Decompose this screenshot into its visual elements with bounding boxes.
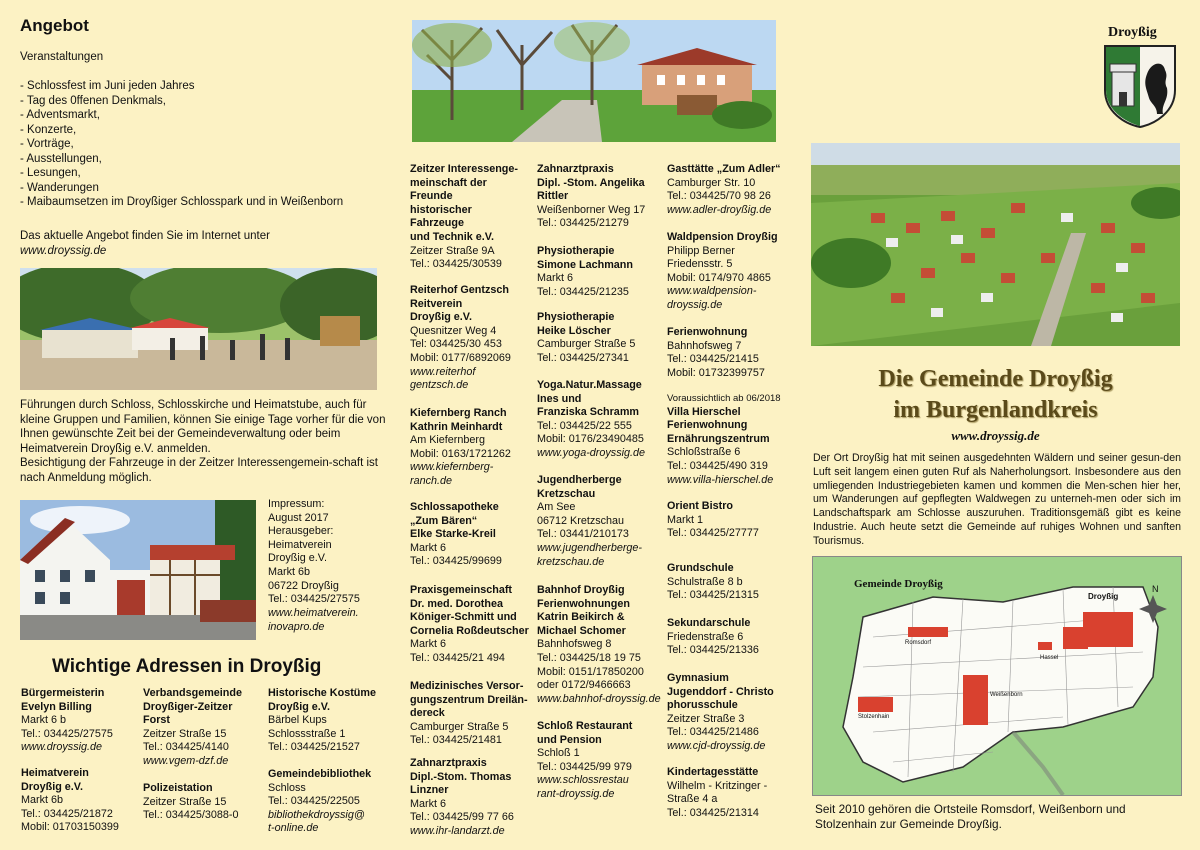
- addresses-heading: Wichtige Adressen in Droyßig: [52, 656, 322, 677]
- address-entry: [143, 687, 271, 769]
- map-label-droyssig: Droyßig: [1088, 592, 1119, 601]
- entry-details: Friedenstraße 6 Tel.: 034425/21336: [667, 630, 759, 657]
- entry-name: Reiterhof Gentzsch Reitverein Droyßig e.V.: [410, 284, 509, 324]
- address-entry: [268, 768, 396, 836]
- entry-name: Physiotherapie Simone Lachmann: [537, 245, 633, 271]
- address-entry: [537, 163, 665, 231]
- entry-details: Camburger Straße 5 Tel.: 034425/27341: [537, 338, 636, 364]
- crest-label: Droyßig: [1108, 25, 1157, 40]
- entry-name: Sekundarschule: [667, 617, 751, 629]
- address-entry: [667, 766, 795, 820]
- address-entry: [667, 500, 795, 541]
- entry-details: Markt 6 Tel.: 034425/21235: [537, 272, 629, 298]
- market-photo: [20, 268, 377, 390]
- map-label-stolzenhain: Stolzenhain: [858, 714, 890, 720]
- entry-details: Schulstraße 8 b Tel.: 034425/21315: [667, 575, 759, 602]
- entry-details: Markt 6 Tel.: 034425/99 77 66: [410, 797, 514, 824]
- entry-name: Schlossapotheke „Zum Bären“ Elke Starke-Kreil: [410, 501, 499, 541]
- address-entry: [537, 379, 665, 461]
- entry-details: Am Kiefernberg Mobil: 0163/1721262: [410, 434, 511, 460]
- address-entry: [537, 474, 665, 569]
- entry-name: Gasttätte „Zum Adler“: [667, 163, 781, 175]
- entry-name: Physiotherapie Heike Löscher: [537, 311, 615, 337]
- title-line-1: Die Gemeinde Droyßig: [878, 366, 1113, 392]
- event-item: - Tag des 0ffenen Denkmals,: [20, 94, 166, 107]
- municipality-map: [812, 556, 1182, 796]
- address-entry: [537, 720, 665, 802]
- entry-link[interactable]: www.droyssig.de: [21, 741, 103, 754]
- address-entry: [537, 311, 665, 365]
- entry-details: Zeitzer Straße 15 Tel.: 034425/3088-0: [143, 795, 239, 822]
- internet-text: Das aktuelle Angebot finden Sie im Internet unter: [20, 230, 270, 242]
- entry-name: Verbandsgemeinde Droyßiger-Zeitzer Forst: [143, 687, 243, 727]
- address-entry: [537, 245, 665, 299]
- address-entry: [143, 782, 271, 823]
- internet-link[interactable]: www.droyssig.de: [20, 245, 107, 257]
- map-north: N: [1152, 584, 1159, 594]
- entry-name: Bürgermeisterin Evelyn Billing: [21, 687, 105, 713]
- map-title: Gemeinde Droyßig: [854, 578, 943, 590]
- address-entry: [21, 767, 149, 835]
- entry-name: Historische Kostüme Droyßig e.V.: [268, 687, 376, 713]
- entry-details: Bahnhofsweg 7 Tel.: 034425/21415 Mobil: 01732399757: [667, 339, 765, 379]
- entry-name: Villa Hierschel Ferienwohnung Ernährungszentrum: [667, 405, 770, 445]
- entry-link[interactable]: www.cjd-droyssig.de: [667, 739, 766, 752]
- address-entry: [537, 584, 665, 706]
- entry-details: Tel.: 034425/22 555 Mobil: 0176/23490485: [537, 419, 644, 446]
- intro-text: Der Ort Droyßig hat mit seinen ausgedehnten Wäldern und seiner gesun-den Luft seit langem einen guten Ruf als Naherholungsort. Insbesondere aus den umliegenden Industriegebieten kamen und kommen die Men-schen hier her, um Wanderungen auf gepflegten Waldwegen zu unterneh-men oder sich im Landschaftspark am Schlosse auszuruhen. Traditionsgemäß gibt es keine Industrie. Auch heute setzt die Gemeinde auf ruhiges Wohnen und sanften Tourismus.: [813, 452, 1181, 547]
- entry-name: Polizeistation: [143, 782, 213, 794]
- entry-link[interactable]: www.jugendherberge- kretzschau.de: [537, 541, 643, 568]
- entry-details: Schloßstraße 6 Tel.: 034425/490 319: [667, 446, 768, 472]
- entry-details: Quesnitzer Weg 4 Tel: 034425/30 453 Mobil: 0177/6892069: [410, 324, 511, 364]
- entry-details: Bahnhofsweg 8 Tel.: 034425/18 19 75 Mobil: 0151/17850200 oder 0172/9466663: [537, 638, 644, 692]
- entry-name: Gymnasium Jugenddorf - Christo phorusschule: [667, 672, 774, 712]
- entry-link[interactable]: www.schlossrestau rant-droyssig.de: [537, 774, 629, 800]
- entry-link[interactable]: www.waldpension- droyssig.de: [667, 285, 757, 311]
- entry-name: Jugendherberge Kretzschau: [537, 474, 622, 500]
- address-entry: [667, 392, 795, 487]
- entry-name: Orient Bistro: [667, 500, 733, 512]
- map-label-weissenborn: Weißenborn: [990, 692, 1023, 698]
- coat-of-arms-icon: [1103, 44, 1177, 128]
- event-item: - Lesungen,: [20, 167, 81, 179]
- heimatverein-house-photo: [20, 500, 256, 640]
- entry-name: Schloß Restaurant und Pension: [537, 720, 633, 746]
- title-line-2: im Burgenlandkreis: [893, 397, 1098, 423]
- entry-name: Waldpension Droyßig: [667, 231, 778, 243]
- address-entry: [410, 680, 538, 748]
- main-title: [811, 364, 1180, 426]
- entry-details: Wilhelm - Kritzinger - Straße 4 a Tel.: 034425/21314: [667, 779, 768, 819]
- event-item: - Schlossfest im Juni jeden Jahres: [20, 80, 195, 92]
- entry-details: Bärbel Kups Schlossstraße 1 Tel.: 034425/21527: [268, 714, 360, 754]
- col3-url[interactable]: www.droyssig.de: [951, 428, 1040, 443]
- entry-name: Ferienwohnung: [667, 326, 748, 338]
- event-item: - Maibaumsetzen im Droyßiger Schlosspark und in Weißenborn: [20, 196, 344, 208]
- entry-details: Zeitzer Straße 9A Tel.: 034425/30539: [410, 244, 502, 271]
- entry-link[interactable]: www.ihr-landarzt.de: [410, 824, 505, 837]
- events-list: [20, 79, 400, 210]
- address-entry: [21, 687, 149, 755]
- address-entry: [667, 326, 795, 380]
- address-entry: [410, 501, 538, 569]
- address-entry: [410, 757, 538, 839]
- event-item: - Adventsmarkt,: [20, 109, 100, 121]
- event-item: - Vorträge,: [20, 138, 74, 150]
- entry-details: Zeitzer Straße 3 Tel.: 034425/21486: [667, 712, 759, 739]
- entry-link[interactable]: www.villa-hierschel.de: [667, 473, 774, 486]
- entry-details: Am See 06712 Kretzschau Tel.: 03441/210173: [537, 501, 629, 541]
- angebot-heading: Angebot: [20, 16, 89, 35]
- aerial-photo: [811, 143, 1180, 346]
- address-entry: [667, 617, 795, 658]
- entry-name: Zahnarztpraxis Dipl. -Stom. Angelika Rittler: [537, 163, 645, 203]
- tours-text: Führungen durch Schloss, Schlosskirche und Heimatstube, auch für kleine Gruppen und Familien, können Sie einige Tage vorher für die von Ihnen gewünschte Zeit bei der Gemeindeverwaltung oder beim Heimatverein Droyßig e.V. anmelden. Besichtigung der Fahrzeuge in der Zeitzer Interessengemein-schaft ist nach Anmeldung möglich.: [20, 399, 386, 484]
- entry-link[interactable]: bibliothekdroyssig@ t-online.de: [268, 808, 365, 835]
- entry-name: Zahnarztpraxis Dipl.-Stom. Thomas Linzner: [410, 757, 512, 797]
- entry-details: Markt 6 Tel.: 034425/21 494: [410, 638, 505, 664]
- address-entry: [667, 231, 795, 313]
- entry-note: Voraussichtlich ab 06/2018: [667, 393, 781, 404]
- address-entry: [410, 163, 538, 272]
- address-entry: [667, 562, 795, 603]
- entry-name: Grundschule: [667, 562, 734, 574]
- entry-name: Gemeindebibliothek: [268, 768, 372, 780]
- entry-name: Zeitzer Interessenge- meinschaft der Freunde historischer Fahrzeuge und Technik e.V.: [410, 163, 519, 243]
- entry-name: Kindertagesstätte: [667, 766, 759, 778]
- address-entry: [268, 687, 396, 755]
- entry-link[interactable]: www.bahnhof-droyssig.de: [537, 692, 661, 705]
- entry-details: Camburger Straße 5 Tel.: 034425/21481: [410, 720, 509, 747]
- event-item: - Ausstellungen,: [20, 152, 102, 165]
- entry-name: Bahnhof Droyßig Ferienwohnungen Katrin Beikirch & Michael Schomer: [537, 584, 630, 637]
- address-entry: [410, 584, 538, 666]
- entry-details: Weißenborner Weg 17 Tel.: 034425/21279: [537, 203, 646, 230]
- entry-details: Markt 6 b Tel.: 034425/27575: [21, 714, 113, 740]
- entry-name: Kiefernberg Ranch Kathrin Meinhardt: [410, 407, 507, 433]
- entry-link[interactable]: www.yoga-droyssig.de: [537, 446, 646, 459]
- entry-name: Yoga.Natur.Massage Ines und Franziska Schramm: [537, 379, 642, 419]
- event-item: - Wanderungen: [20, 181, 99, 194]
- entry-name: Heimatverein Droyßig e.V.: [21, 767, 89, 793]
- address-entry: [410, 407, 538, 489]
- map-caption: Seit 2010 gehören die Ortsteile Romsdorf, Weißenborn und Stolzenhain zur Gemeinde Droyßig.: [815, 802, 1126, 831]
- map-label-romsdorf: Romsdorf: [905, 640, 932, 646]
- entry-link[interactable]: www.vgem-dzf.de: [143, 754, 229, 767]
- address-entry: [410, 284, 538, 393]
- address-entry: [667, 672, 795, 754]
- map-label-hassel: Hassel: [1040, 655, 1059, 661]
- entry-details: Markt 6 Tel.: 034425/99699: [410, 541, 502, 568]
- address-entry: [667, 163, 795, 217]
- entry-link[interactable]: www.kiefernberg- ranch.de: [410, 461, 494, 487]
- entry-name: Praxisgemeinschaft Dr. med. Dorothea Königer-Schmitt und Cornelia Roßdeutscher: [410, 584, 529, 637]
- event-item: - Konzerte,: [20, 123, 77, 136]
- impressum: Impressum: August 2017 Herausgeber: Heimatverein Droyßig e.V. Markt 6b 06722 Droyßig Tel.: 034425/27575: [268, 498, 360, 606]
- entry-name: Medizinisches Versor- gungszentrum Dreilän- dereck: [410, 680, 528, 720]
- entry-details: Schloss Tel.: 034425/22505: [268, 781, 360, 808]
- entry-details: Philipp Berner Friedensstr. 5 Mobil: 0174/970 4865: [667, 244, 771, 284]
- veranstaltungen-label: Veranstaltungen: [20, 51, 104, 63]
- entry-details: Markt 6b Tel.: 034425/21872 Mobil: 01703150399: [21, 794, 119, 834]
- impressum-link[interactable]: www.heimatverein. inovapro.de: [268, 607, 359, 633]
- entry-link[interactable]: www.reiterhof gentzsch.de: [410, 365, 476, 392]
- entry-details: Markt 1 Tel.: 034425/27777: [667, 513, 759, 540]
- entry-link[interactable]: www.adler-droyßig.de: [667, 203, 772, 216]
- park-photo: [412, 20, 776, 142]
- entry-details: Camburger Str. 10 Tel.: 034425/70 98 26: [667, 176, 771, 203]
- entry-details: Schloß 1 Tel.: 034425/99 979: [537, 747, 632, 773]
- entry-details: Zeitzer Straße 15 Tel.: 034425/4140: [143, 727, 229, 754]
